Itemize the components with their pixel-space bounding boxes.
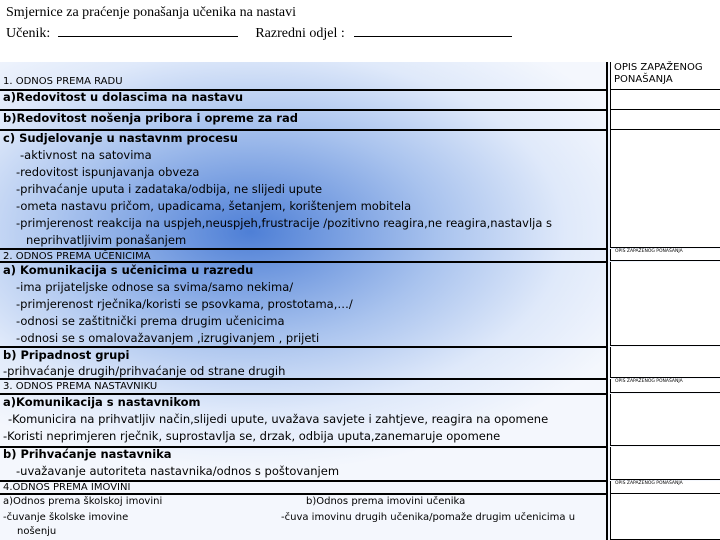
- section3-a-item-2: -Koristi neprimjeren rječnik, suprostavlja se, drzak, odbija uputa,zanemaruje opomene: [3, 429, 501, 443]
- section4-b: b)Odnos prema imovini učenika: [306, 496, 466, 507]
- opis-cell-2a[interactable]: [610, 262, 720, 346]
- opis-header-small: OPIS ZAPAŽENOG PONAŠANJA: [615, 481, 683, 486]
- list-item: -primjerenost rječnika/koristi se psovkama, prostotama,…/: [16, 297, 353, 311]
- section3-a: a)Komunikacija s nastavnikom: [3, 395, 201, 409]
- section2-title: 2. ODNOS PREMA UČENICIMA: [3, 251, 151, 262]
- opis-cell-3b[interactable]: [610, 447, 720, 480]
- list-item: -odnosi se s omalovažavanjem ,izrugivanjem , prijeti: [16, 331, 320, 345]
- section2-b: b) Pripadnost grupi: [3, 348, 130, 362]
- list-item: -ometa nastavu pričom, upadicama, šetanjem, korištenjem mobitela: [16, 199, 412, 213]
- left-column-divider: [606, 62, 608, 540]
- section3-b: b) Prihvaćanje nastavnika: [3, 447, 172, 461]
- opis-cell-2[interactable]: [610, 249, 720, 261]
- section3-title: 3. ODNOS PREMA NASTAVNIKU: [3, 381, 158, 392]
- section3-a-item-1: -Komunicira na prihvatljiv način,slijedi upute, uvažava savjete i zahtjeve, reagira na opomene: [8, 412, 549, 426]
- section1-title: 1. ODNOS PREMA RADU: [3, 76, 123, 87]
- opis-cell-3a[interactable]: [610, 394, 720, 446]
- opis-header-small: OPIS ZAPAŽENOG PONAŠANJA: [615, 249, 683, 254]
- section4-title: 4.ODNOS PREMA IMOVINI: [3, 482, 131, 493]
- section4-a-item-1: -čuvanje školske imovine: [3, 512, 129, 523]
- list-item: -odnosi se zaštitnički prema drugim učenicima: [16, 314, 285, 328]
- section2-a: a) Komunikacija s učenicima u razredu: [3, 263, 254, 277]
- student-label: Učenik:: [6, 26, 51, 41]
- rule: [0, 248, 608, 250]
- section1-b: b)Redovitost nošenja pribora i opreme za rad: [3, 111, 298, 125]
- section1-a: a)Redovitost u dolascima na nastavu: [3, 90, 244, 104]
- list-item: -aktivnost na satovima: [20, 148, 152, 162]
- section4-a: a)Odnos prema školskoj imovini: [3, 496, 163, 507]
- section3-b-item: -uvažavanje autoriteta nastavnika/odnos s poštovanjem: [16, 464, 340, 478]
- class-label: Razredni odjel :: [255, 26, 345, 41]
- list-item: -redovitost ispunjavanja obveza: [16, 165, 200, 179]
- document-title: Smjernice za praćenje ponašanja učenika na nastavi: [6, 5, 296, 20]
- list-item: -primjerenost reakcija na uspjeh,neuspjeh,frustracije /pozitivno reagira,ne reagira,nastavlja s: [16, 216, 553, 230]
- rule: [0, 378, 608, 380]
- section2-b-item: -prihvaćanje drugih/prihvaćanje od strane drugih: [3, 364, 286, 378]
- list-item: neprihvatljivim ponašanjem: [26, 233, 187, 247]
- opis-cell-1[interactable]: [610, 62, 720, 90]
- opis-header-small: OPIS ZAPAŽENOG PONAŠANJA: [615, 379, 683, 384]
- list-item: -prihvaćanje uputa i zadataka/odbija, ne slijedi upute: [16, 182, 323, 196]
- rule: [0, 493, 608, 495]
- opis-header: OPIS ZAPAŽENOG PONAŠANJA: [614, 62, 703, 85]
- student-blank[interactable]: [58, 24, 238, 37]
- opis-cell-1a[interactable]: [610, 90, 720, 110]
- opis-cell-2b[interactable]: [610, 347, 720, 378]
- section1-c-list: [16, 147, 552, 249]
- list-item: -ima prijateljske odnose sa svima/samo nekima/: [16, 280, 294, 294]
- header-fields: [6, 24, 512, 42]
- opis-cell-4a[interactable]: [610, 494, 720, 540]
- section2-a-list: [16, 279, 353, 347]
- opis-cell-1c[interactable]: [610, 130, 720, 248]
- opis-cell-3[interactable]: [610, 379, 720, 393]
- opis-cell-1b[interactable]: [610, 110, 720, 130]
- section1-c: c) Sudjelovanje u nastavnm procesu: [3, 131, 238, 145]
- section4-b-item: -čuva imovinu drugih učenika/pomaže drugim učenicima u: [281, 512, 576, 523]
- section4-a-item-2: nošenju: [17, 526, 57, 537]
- opis-cell-4[interactable]: [610, 481, 720, 494]
- class-blank[interactable]: [354, 24, 512, 37]
